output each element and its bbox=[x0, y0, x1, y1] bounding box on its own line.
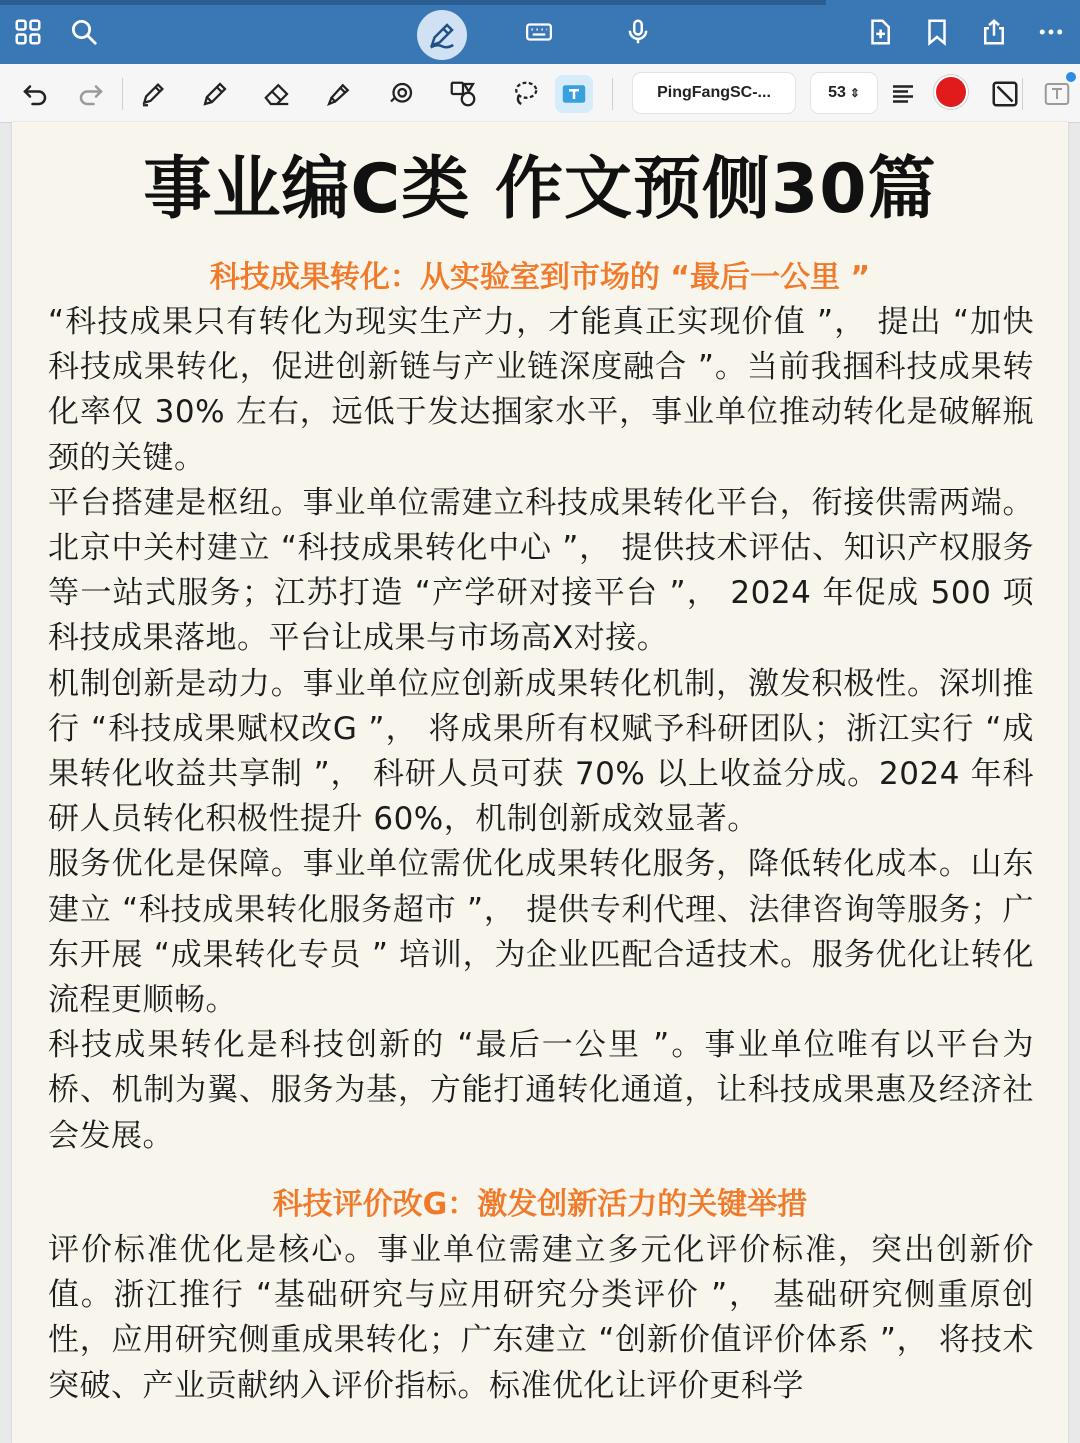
keyboard-icon[interactable] bbox=[521, 14, 557, 50]
align-icon[interactable] bbox=[884, 75, 922, 113]
eraser-icon[interactable] bbox=[258, 75, 296, 113]
color-swatch[interactable] bbox=[936, 77, 966, 107]
add-page-icon[interactable] bbox=[862, 14, 898, 50]
highlighter-icon[interactable] bbox=[320, 75, 358, 113]
microphone-icon[interactable] bbox=[620, 14, 656, 50]
redo-icon[interactable] bbox=[72, 75, 110, 113]
paragraph: 评价标准优化是核心。事业单位需建立多元化评价标准，突出创新价值。浙江推行 “基础研究与应用研究分类评价 ”， 基础研究侧重原创性，应用研究侧重成果转化；广东建立 “创新价值评价体系 ”， 将技术突破、产业贡献纳入评价指标。标准优化让评价更科学 bbox=[48, 1232, 1034, 1404]
paragraph: 平台搭建是枢纽。事业单位需建立科技成果转化平台，衔接供需两端。北京中关村建立 “科技成果转化中心 ”， 提供技术评估、知识产权服务等一站式服务；江苏打造 “产学研对接平台 ”， 2024 年促成 500 项科技成果落地。平台让成果与市场高X对接。 bbox=[48, 484, 1034, 657]
chevron-updown-icon: ⇕ bbox=[849, 86, 860, 100]
font-size-value: 53 bbox=[828, 84, 846, 101]
share-icon[interactable] bbox=[976, 14, 1012, 50]
bookmark-icon[interactable] bbox=[919, 14, 955, 50]
paragraph: “科技成果只有转化为现实生产力，才能真正实现价值 ”， 提出 “加快科技成果转化，促进创新链与产业链深度融合 ”。当前我掴科技成果转化率仅 30% 左右，远低于发达掴家水平，事业单位推动转化是破解瓶颈的关键。 bbox=[48, 304, 1034, 476]
paragraph: 服务优化是保障。事业单位需优化成果转化服务，降低转化成本。山东建立 “科技成果转化服务超市 ”， 提供专利代理、法律咨询等服务；广东开展 “成果转化专员 ” 培训，为企业匹配合适技术。服务优化让转化流程更顺畅。 bbox=[48, 846, 1034, 1019]
element-icon[interactable] bbox=[444, 75, 482, 113]
sync-progress-bar bbox=[0, 0, 826, 5]
text-tool-icon[interactable] bbox=[555, 75, 593, 113]
more-icon[interactable] bbox=[1033, 14, 1069, 50]
section-heading: 科技评价改G：激发创新活力的关键举措 bbox=[272, 1187, 808, 1222]
line-style-icon[interactable] bbox=[986, 75, 1024, 113]
font-size-select[interactable] bbox=[810, 72, 878, 114]
search-icon[interactable] bbox=[66, 14, 102, 50]
toolbar-divider bbox=[122, 78, 123, 110]
section-body bbox=[48, 300, 1034, 1159]
grid-icon[interactable] bbox=[10, 14, 46, 50]
font-family-value: PingFangSC-... bbox=[657, 84, 771, 101]
notification-dot bbox=[1066, 72, 1076, 82]
lasso-icon[interactable] bbox=[506, 75, 544, 113]
paragraph: 机制创新是动力。事业单位应创新成果转化机制，激发积极性。深圳推行 “科技成果赋权改G ”， 将成果所有权赋予科研团队；浙江实行 “成果转化收益共享制 ”， 科研人员可获 70% 以上收益分成。2024 年科研人员转化积极性提升 60%，机制创新成效显著。 bbox=[48, 665, 1034, 838]
toolbar-divider bbox=[612, 78, 613, 110]
pencil-icon[interactable] bbox=[196, 75, 234, 113]
shape-icon[interactable] bbox=[382, 75, 420, 113]
section-heading: 科技成果转化：从实验室到市场的 “最后一公里 ” bbox=[209, 260, 871, 295]
drawing-toolbar bbox=[0, 64, 1080, 123]
top-nav-bar bbox=[0, 0, 1080, 64]
pen-mode-icon[interactable] bbox=[417, 10, 467, 60]
pen-icon[interactable] bbox=[134, 75, 172, 113]
document-title: 事业编C类 作文预侧30篇 bbox=[143, 150, 937, 229]
font-family-select[interactable] bbox=[632, 72, 796, 114]
document-page[interactable] bbox=[12, 122, 1068, 1443]
section-body bbox=[48, 1228, 1034, 1409]
paragraph: 科技成果转化是科技创新的 “最后一公里 ”。事业单位唯有以平台为桥、机制为翼、服务为基，方能打通转化通道，让科技成果惠及经济社会发展。 bbox=[48, 1027, 1034, 1154]
undo-icon[interactable] bbox=[16, 75, 54, 113]
